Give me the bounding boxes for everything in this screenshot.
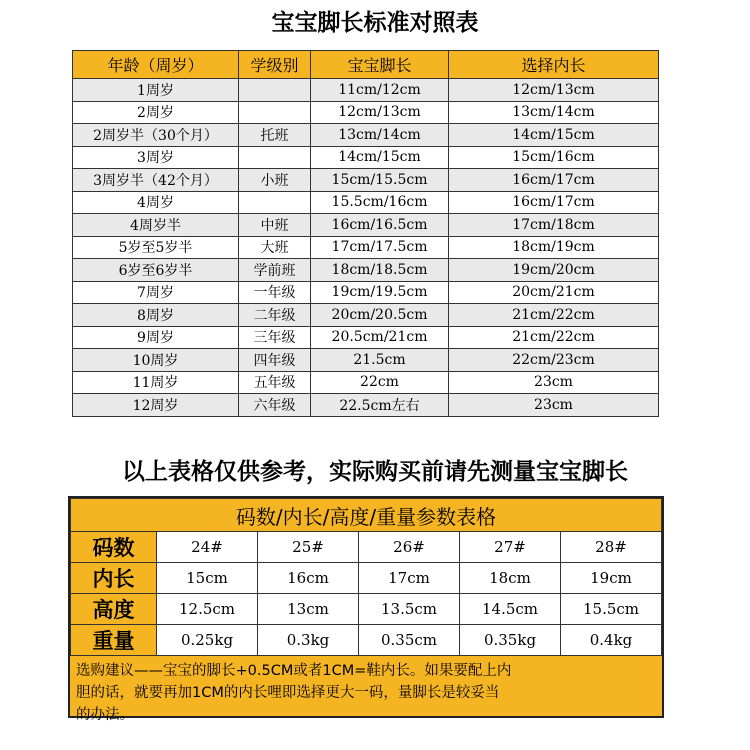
inner-length-cell: 14cm/15cm <box>449 124 659 147</box>
grade-cell: 学前班 <box>239 259 311 282</box>
table-row <box>73 191 659 214</box>
foot-length-cell: 15cm/15.5cm <box>311 169 449 192</box>
size-value-cell: 16cm <box>258 563 359 594</box>
age-cell: 4周岁 <box>73 191 239 214</box>
size-value-cell: 24# <box>157 532 258 563</box>
grade-cell: 大班 <box>239 236 311 259</box>
age-cell: 12周岁 <box>73 394 239 417</box>
foot-length-table <box>72 50 659 417</box>
header-age: 年龄（周岁） <box>73 51 239 79</box>
inner-length-cell: 13cm/14cm <box>449 101 659 124</box>
size-value-cell: 15cm <box>157 563 258 594</box>
table-row <box>73 124 659 147</box>
size-table-row <box>71 532 662 563</box>
size-value-cell: 0.25kg <box>157 625 258 656</box>
grade-cell: 四年级 <box>239 349 311 372</box>
size-value-cell: 0.4kg <box>561 625 662 656</box>
size-parameter-panel <box>68 496 664 723</box>
size-value-cell: 13cm <box>258 594 359 625</box>
foot-length-cell: 14cm/15cm <box>311 146 449 169</box>
age-cell: 1周岁 <box>73 79 239 102</box>
age-cell: 5岁至5岁半 <box>73 236 239 259</box>
table-row <box>73 169 659 192</box>
age-cell: 2周岁半（30个月） <box>73 124 239 147</box>
age-cell: 8周岁 <box>73 304 239 327</box>
foot-length-cell: 20.5cm/21cm <box>311 326 449 349</box>
foot-length-cell: 12cm/13cm <box>311 101 449 124</box>
table-row <box>73 214 659 237</box>
age-cell: 2周岁 <box>73 101 239 124</box>
size-parameter-table <box>70 498 662 656</box>
reference-note: 以上表格仅供参考，实际购买前请先测量宝宝脚长 <box>122 459 628 485</box>
purchase-advice <box>76 660 656 726</box>
header-inner-length: 选择内长 <box>449 51 659 79</box>
grade-cell: 一年级 <box>239 281 311 304</box>
inner-length-cell: 23cm <box>449 371 659 394</box>
foot-length-cell: 15.5cm/16cm <box>311 191 449 214</box>
table-header-row <box>73 51 659 79</box>
table-row <box>73 79 659 102</box>
inner-length-cell: 17cm/18cm <box>449 214 659 237</box>
inner-length-cell: 12cm/13cm <box>449 79 659 102</box>
size-row-label: 高度 <box>71 594 157 625</box>
size-row-label: 码数 <box>71 532 157 563</box>
grade-cell: 中班 <box>239 214 311 237</box>
grade-cell: 二年级 <box>239 304 311 327</box>
size-row-label: 内长 <box>71 563 157 594</box>
size-value-cell: 17cm <box>359 563 460 594</box>
foot-length-cell: 22cm <box>311 371 449 394</box>
inner-length-cell: 23cm <box>449 394 659 417</box>
inner-length-cell: 16cm/17cm <box>449 191 659 214</box>
inner-length-cell: 21cm/22cm <box>449 326 659 349</box>
size-table-row <box>71 625 662 656</box>
inner-length-cell: 19cm/20cm <box>449 259 659 282</box>
grade-cell <box>239 146 311 169</box>
size-value-cell: 15.5cm <box>561 594 662 625</box>
size-value-cell: 0.35cm <box>359 625 460 656</box>
foot-length-cell: 20cm/20.5cm <box>311 304 449 327</box>
grade-cell <box>239 191 311 214</box>
age-cell: 7周岁 <box>73 281 239 304</box>
foot-length-cell: 22.5cm左右 <box>311 394 449 417</box>
size-value-cell: 26# <box>359 532 460 563</box>
size-value-cell: 27# <box>460 532 561 563</box>
advice-line: 胆的话，就要再加1CM的内长哩即选择更大一码，量脚长是较妥当 <box>76 685 500 701</box>
size-value-cell: 28# <box>561 532 662 563</box>
size-table-body <box>71 532 662 656</box>
foot-length-cell: 18cm/18.5cm <box>311 259 449 282</box>
table-row <box>73 259 659 282</box>
inner-length-cell: 15cm/16cm <box>449 146 659 169</box>
table-body <box>73 79 659 417</box>
size-table-caption: 码数/内长/高度/重量参数表格 <box>71 499 662 532</box>
grade-cell: 托班 <box>239 124 311 147</box>
table-row <box>73 326 659 349</box>
header-grade: 学级别 <box>239 51 311 79</box>
foot-length-cell: 19cm/19.5cm <box>311 281 449 304</box>
advice-line: 的办法。 <box>76 707 134 723</box>
age-cell: 11周岁 <box>73 371 239 394</box>
size-row-label: 重量 <box>71 625 157 656</box>
size-table-row <box>71 594 662 625</box>
age-cell: 9周岁 <box>73 326 239 349</box>
age-cell: 3周岁半（42个月） <box>73 169 239 192</box>
table-row <box>73 281 659 304</box>
grade-cell: 六年级 <box>239 394 311 417</box>
grade-cell: 小班 <box>239 169 311 192</box>
table-row <box>73 236 659 259</box>
age-cell: 6岁至6岁半 <box>73 259 239 282</box>
foot-length-cell: 17cm/17.5cm <box>311 236 449 259</box>
inner-length-cell: 18cm/19cm <box>449 236 659 259</box>
grade-cell <box>239 79 311 102</box>
age-cell: 3周岁 <box>73 146 239 169</box>
size-value-cell: 0.3kg <box>258 625 359 656</box>
table-row <box>73 349 659 372</box>
inner-length-cell: 21cm/22cm <box>449 304 659 327</box>
size-value-cell: 19cm <box>561 563 662 594</box>
size-value-cell: 0.35kg <box>460 625 561 656</box>
header-foot-length: 宝宝脚长 <box>311 51 449 79</box>
grade-cell <box>239 101 311 124</box>
foot-length-cell: 16cm/16.5cm <box>311 214 449 237</box>
foot-length-cell: 21.5cm <box>311 349 449 372</box>
foot-length-cell: 11cm/12cm <box>311 79 449 102</box>
table-row <box>73 101 659 124</box>
size-value-cell: 18cm <box>460 563 561 594</box>
size-table-row <box>71 563 662 594</box>
size-value-cell: 12.5cm <box>157 594 258 625</box>
advice-line: 选购建议——宝宝的脚长+0.5CM或者1CM=鞋内长。如果要配上内 <box>76 663 512 679</box>
table-row <box>73 371 659 394</box>
age-cell: 10周岁 <box>73 349 239 372</box>
table-row <box>73 304 659 327</box>
foot-length-cell: 13cm/14cm <box>311 124 449 147</box>
size-value-cell: 14.5cm <box>460 594 561 625</box>
grade-cell: 五年级 <box>239 371 311 394</box>
size-value-cell: 25# <box>258 532 359 563</box>
size-value-cell: 13.5cm <box>359 594 460 625</box>
grade-cell: 三年级 <box>239 326 311 349</box>
table-row <box>73 146 659 169</box>
inner-length-cell: 22cm/23cm <box>449 349 659 372</box>
table-row <box>73 394 659 417</box>
page-title: 宝宝脚长标准对照表 <box>271 10 479 36</box>
age-cell: 4周岁半 <box>73 214 239 237</box>
inner-length-cell: 20cm/21cm <box>449 281 659 304</box>
inner-length-cell: 16cm/17cm <box>449 169 659 192</box>
